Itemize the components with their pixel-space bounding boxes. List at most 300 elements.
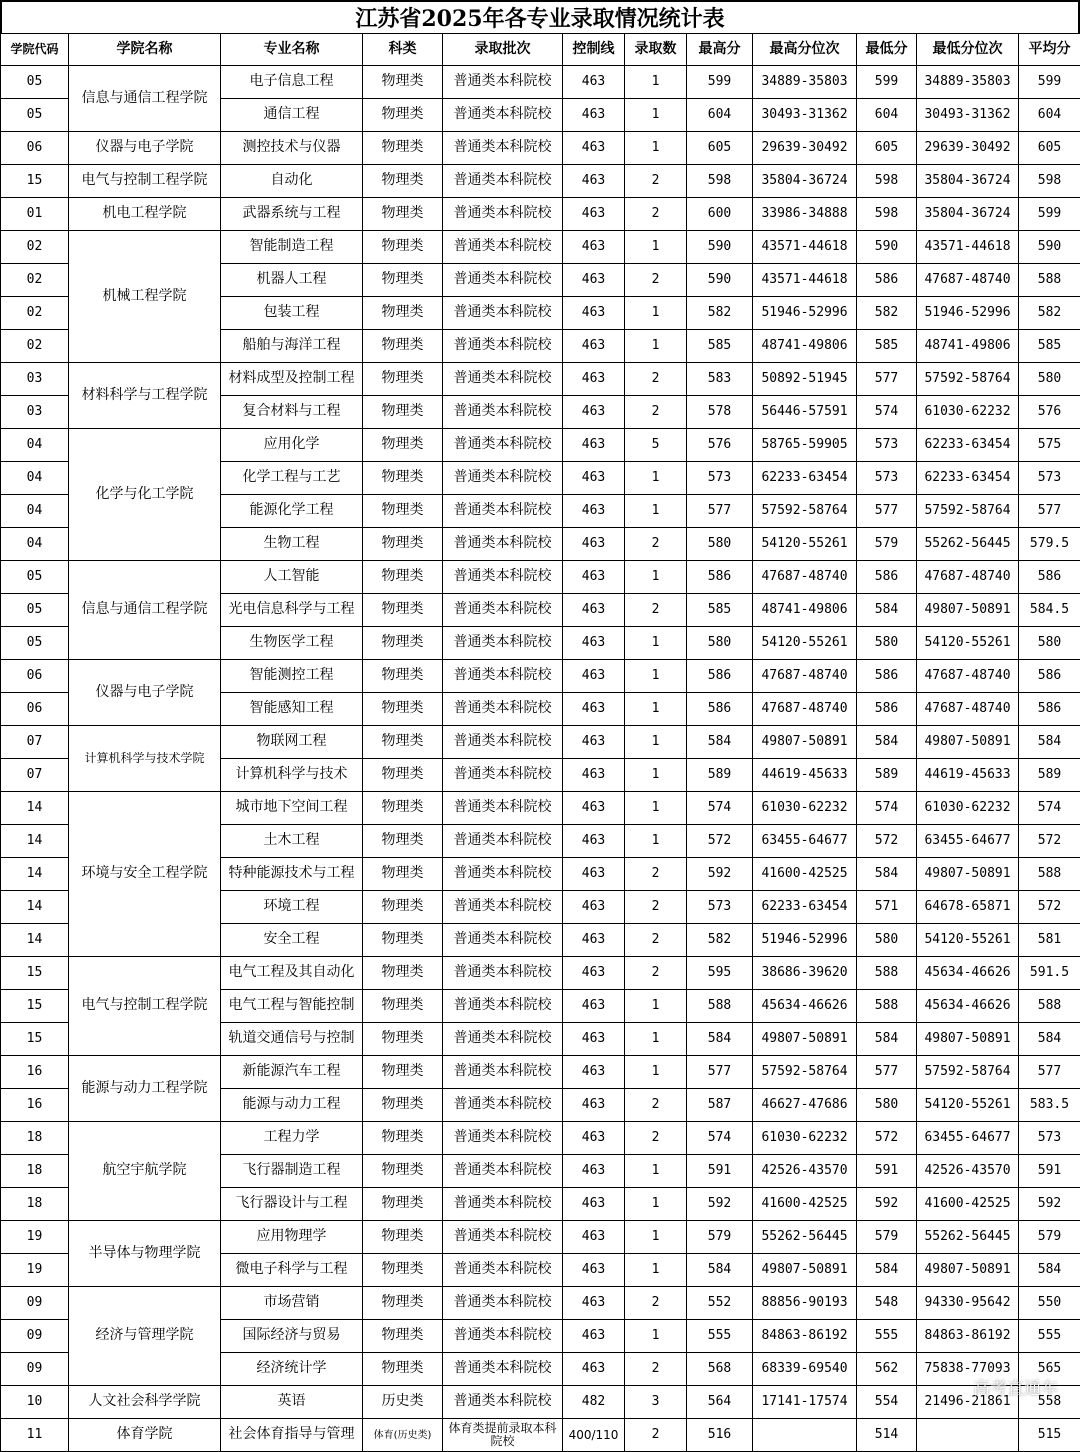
subject-cell: 物理类	[363, 198, 443, 231]
average-score-cell: 580	[1019, 363, 1080, 396]
admission-table	[0, 33, 1080, 1452]
batch-cell: 普通类本科院校	[443, 627, 563, 660]
average-score-cell: 555	[1019, 1320, 1080, 1353]
major-name-cell: 飞行器制造工程	[221, 1155, 363, 1188]
highest-score-cell: 582	[687, 924, 753, 957]
average-score-cell: 588	[1019, 990, 1080, 1023]
control-line-cell: 463	[563, 825, 625, 858]
lowest-score-cell: 571	[857, 891, 917, 924]
batch-cell: 普通类本科院校	[443, 528, 563, 561]
table-row	[1, 726, 1080, 759]
lowest-score-cell: 580	[857, 627, 917, 660]
college-code-cell: 09	[1, 1287, 69, 1320]
college-code-cell: 09	[1, 1320, 69, 1353]
highest-score-cell: 582	[687, 297, 753, 330]
batch-cell: 普通类本科院校	[443, 759, 563, 792]
college-code-cell: 03	[1, 363, 69, 396]
table-row	[1, 363, 1080, 396]
highest-score-cell: 516	[687, 1419, 753, 1452]
lowest-score-cell: 586	[857, 693, 917, 726]
batch-cell: 普通类本科院校	[443, 165, 563, 198]
admitted-count-cell: 2	[625, 264, 687, 297]
control-line-cell: 463	[563, 528, 625, 561]
subject-cell: 物理类	[363, 1089, 443, 1122]
subject-cell: 物理类	[363, 1221, 443, 1254]
highest-rank-cell: 57592-58764	[753, 495, 857, 528]
major-name-cell: 工程力学	[221, 1122, 363, 1155]
column-header: 学院代码	[1, 34, 69, 66]
admitted-count-cell: 1	[625, 462, 687, 495]
table-row	[1, 429, 1080, 462]
admitted-count-cell: 1	[625, 660, 687, 693]
highest-score-cell: 586	[687, 693, 753, 726]
batch-cell: 普通类本科院校	[443, 825, 563, 858]
average-score-cell: 592	[1019, 1188, 1080, 1221]
admitted-count-cell: 1	[625, 627, 687, 660]
highest-score-cell: 599	[687, 66, 753, 99]
subject-cell: 物理类	[363, 957, 443, 990]
college-code-cell: 05	[1, 594, 69, 627]
highest-rank-cell: 44619-45633	[753, 759, 857, 792]
lowest-rank-cell: 75838-77093	[917, 1353, 1019, 1386]
highest-rank-cell: 61030-62232	[753, 792, 857, 825]
admitted-count-cell: 1	[625, 330, 687, 363]
table-row	[1, 1386, 1080, 1419]
major-name-cell: 土木工程	[221, 825, 363, 858]
batch-cell: 普通类本科院校	[443, 495, 563, 528]
highest-rank-cell: 49807-50891	[753, 1023, 857, 1056]
subject-cell: 物理类	[363, 1155, 443, 1188]
average-score-cell: 588	[1019, 858, 1080, 891]
major-name-cell: 智能测控工程	[221, 660, 363, 693]
highest-score-cell: 592	[687, 858, 753, 891]
batch-cell: 普通类本科院校	[443, 792, 563, 825]
column-header: 专业名称	[221, 34, 363, 66]
average-score-cell: 599	[1019, 198, 1080, 231]
lowest-score-cell: 514	[857, 1419, 917, 1452]
table-row	[1, 66, 1080, 99]
highest-score-cell: 572	[687, 825, 753, 858]
lowest-rank-cell: 57592-58764	[917, 1056, 1019, 1089]
batch-cell: 体育类提前录取本科院校	[443, 1419, 563, 1452]
control-line-cell: 463	[563, 594, 625, 627]
control-line-cell: 463	[563, 99, 625, 132]
college-code-cell: 02	[1, 264, 69, 297]
lowest-rank-cell: 47687-48740	[917, 660, 1019, 693]
lowest-rank-cell: 61030-62232	[917, 792, 1019, 825]
lowest-rank-cell: 84863-86192	[917, 1320, 1019, 1353]
control-line-cell: 463	[563, 726, 625, 759]
table-row	[1, 792, 1080, 825]
lowest-score-cell: 586	[857, 561, 917, 594]
lowest-score-cell: 579	[857, 528, 917, 561]
admitted-count-cell: 2	[625, 198, 687, 231]
subject-cell: 物理类	[363, 825, 443, 858]
college-code-cell: 10	[1, 1386, 69, 1419]
admitted-count-cell: 3	[625, 1386, 687, 1419]
lowest-rank-cell: 62233-63454	[917, 429, 1019, 462]
highest-score-cell: 585	[687, 330, 753, 363]
college-name-cell: 半导体与物理学院	[69, 1221, 221, 1287]
highest-rank-cell: 84863-86192	[753, 1320, 857, 1353]
lowest-score-cell: 580	[857, 924, 917, 957]
lowest-rank-cell: 47687-48740	[917, 561, 1019, 594]
highest-score-cell: 584	[687, 1023, 753, 1056]
college-name-cell: 材料科学与工程学院	[69, 363, 221, 429]
subject-cell: 物理类	[363, 561, 443, 594]
table-row	[1, 132, 1080, 165]
batch-cell: 普通类本科院校	[443, 693, 563, 726]
college-code-cell: 03	[1, 396, 69, 429]
lowest-rank-cell: 54120-55261	[917, 627, 1019, 660]
highest-rank-cell: 54120-55261	[753, 627, 857, 660]
highest-score-cell: 583	[687, 363, 753, 396]
batch-cell: 普通类本科院校	[443, 396, 563, 429]
highest-rank-cell: 30493-31362	[753, 99, 857, 132]
lowest-rank-cell: 45634-46626	[917, 957, 1019, 990]
average-score-cell: 575	[1019, 429, 1080, 462]
highest-rank-cell: 34889-35803	[753, 66, 857, 99]
lowest-score-cell: 579	[857, 1221, 917, 1254]
college-code-cell: 04	[1, 462, 69, 495]
major-name-cell: 轨道交通信号与控制	[221, 1023, 363, 1056]
college-name-cell: 航空宇航学院	[69, 1122, 221, 1221]
highest-score-cell: 573	[687, 462, 753, 495]
lowest-score-cell: 548	[857, 1287, 917, 1320]
batch-cell: 普通类本科院校	[443, 1023, 563, 1056]
highest-score-cell: 586	[687, 561, 753, 594]
admitted-count-cell: 2	[625, 528, 687, 561]
lowest-rank-cell: 44619-45633	[917, 759, 1019, 792]
highest-score-cell: 590	[687, 231, 753, 264]
major-name-cell: 电子信息工程	[221, 66, 363, 99]
admitted-count-cell: 2	[625, 1122, 687, 1155]
major-name-cell: 通信工程	[221, 99, 363, 132]
admitted-count-cell: 1	[625, 990, 687, 1023]
highest-score-cell: 598	[687, 165, 753, 198]
major-name-cell: 自动化	[221, 165, 363, 198]
lowest-score-cell: 577	[857, 495, 917, 528]
major-name-cell: 电气工程及其自动化	[221, 957, 363, 990]
admitted-count-cell: 2	[625, 1353, 687, 1386]
college-code-cell: 02	[1, 330, 69, 363]
control-line-cell: 463	[563, 990, 625, 1023]
average-score-cell: 586	[1019, 660, 1080, 693]
lowest-score-cell: 577	[857, 1056, 917, 1089]
lowest-rank-cell: 49807-50891	[917, 726, 1019, 759]
control-line-cell: 463	[563, 1122, 625, 1155]
lowest-score-cell: 591	[857, 1155, 917, 1188]
control-line-cell: 463	[563, 1056, 625, 1089]
column-header: 最高分	[687, 34, 753, 66]
highest-rank-cell: 17141-17574	[753, 1386, 857, 1419]
major-name-cell: 生物医学工程	[221, 627, 363, 660]
admitted-count-cell: 2	[625, 363, 687, 396]
college-name-cell: 信息与通信工程学院	[69, 561, 221, 660]
major-name-cell: 特种能源技术与工程	[221, 858, 363, 891]
lowest-score-cell: 604	[857, 99, 917, 132]
major-name-cell: 英语	[221, 1386, 363, 1419]
major-name-cell: 武器系统与工程	[221, 198, 363, 231]
highest-score-cell: 605	[687, 132, 753, 165]
subject-cell: 物理类	[363, 264, 443, 297]
lowest-score-cell: 574	[857, 792, 917, 825]
lowest-rank-cell	[917, 1419, 1019, 1452]
admitted-count-cell: 2	[625, 165, 687, 198]
subject-cell: 物理类	[363, 759, 443, 792]
table-row	[1, 165, 1080, 198]
average-score-cell: 579.5	[1019, 528, 1080, 561]
subject-cell: 物理类	[363, 990, 443, 1023]
batch-cell: 普通类本科院校	[443, 891, 563, 924]
lowest-score-cell: 590	[857, 231, 917, 264]
average-score-cell: 581	[1019, 924, 1080, 957]
admitted-count-cell: 1	[625, 231, 687, 264]
control-line-cell: 463	[563, 792, 625, 825]
subject-cell: 物理类	[363, 363, 443, 396]
major-name-cell: 计算机科学与技术	[221, 759, 363, 792]
admitted-count-cell: 2	[625, 1419, 687, 1452]
average-score-cell: 598	[1019, 165, 1080, 198]
highest-score-cell: 592	[687, 1188, 753, 1221]
batch-cell: 普通类本科院校	[443, 462, 563, 495]
lowest-score-cell: 589	[857, 759, 917, 792]
highest-score-cell: 576	[687, 429, 753, 462]
college-code-cell: 15	[1, 990, 69, 1023]
control-line-cell: 463	[563, 495, 625, 528]
subject-cell: 物理类	[363, 1353, 443, 1386]
lowest-rank-cell: 49807-50891	[917, 1023, 1019, 1056]
average-score-cell: 576	[1019, 396, 1080, 429]
college-code-cell: 15	[1, 957, 69, 990]
admitted-count-cell: 2	[625, 1089, 687, 1122]
college-name-cell: 机械工程学院	[69, 231, 221, 363]
lowest-rank-cell: 29639-30492	[917, 132, 1019, 165]
batch-cell: 普通类本科院校	[443, 264, 563, 297]
college-name-cell: 电气与控制工程学院	[69, 165, 221, 198]
highest-rank-cell: 63455-64677	[753, 825, 857, 858]
control-line-cell: 463	[563, 198, 625, 231]
major-name-cell: 人工智能	[221, 561, 363, 594]
lowest-rank-cell: 21496-21861	[917, 1386, 1019, 1419]
highest-rank-cell: 62233-63454	[753, 462, 857, 495]
admitted-count-cell: 1	[625, 297, 687, 330]
average-score-cell: 572	[1019, 825, 1080, 858]
subject-cell: 物理类	[363, 495, 443, 528]
highest-rank-cell: 50892-51945	[753, 363, 857, 396]
subject-cell: 物理类	[363, 1056, 443, 1089]
batch-cell: 普通类本科院校	[443, 990, 563, 1023]
college-code-cell: 18	[1, 1188, 69, 1221]
highest-rank-cell: 45634-46626	[753, 990, 857, 1023]
subject-cell: 物理类	[363, 693, 443, 726]
admitted-count-cell: 1	[625, 759, 687, 792]
average-score-cell: 550	[1019, 1287, 1080, 1320]
major-name-cell: 社会体育指导与管理	[221, 1419, 363, 1452]
average-score-cell: 604	[1019, 99, 1080, 132]
batch-cell: 普通类本科院校	[443, 429, 563, 462]
highest-score-cell: 586	[687, 660, 753, 693]
subject-cell: 物理类	[363, 1023, 443, 1056]
lowest-score-cell: 573	[857, 429, 917, 462]
admitted-count-cell: 1	[625, 99, 687, 132]
major-name-cell: 安全工程	[221, 924, 363, 957]
highest-rank-cell: 88856-90193	[753, 1287, 857, 1320]
admitted-count-cell: 1	[625, 726, 687, 759]
major-name-cell: 市场营销	[221, 1287, 363, 1320]
highest-rank-cell: 46627-47686	[753, 1089, 857, 1122]
table-row	[1, 1287, 1080, 1320]
batch-cell: 普通类本科院校	[443, 858, 563, 891]
admitted-count-cell: 2	[625, 957, 687, 990]
lowest-score-cell: 573	[857, 462, 917, 495]
average-score-cell: 515	[1019, 1419, 1080, 1452]
highest-score-cell: 577	[687, 495, 753, 528]
lowest-rank-cell: 47687-48740	[917, 693, 1019, 726]
table-row	[1, 231, 1080, 264]
batch-cell: 普通类本科院校	[443, 660, 563, 693]
batch-cell: 普通类本科院校	[443, 132, 563, 165]
batch-cell: 普通类本科院校	[443, 561, 563, 594]
highest-rank-cell: 43571-44618	[753, 264, 857, 297]
batch-cell: 普通类本科院校	[443, 66, 563, 99]
control-line-cell: 463	[563, 759, 625, 792]
subject-cell: 物理类	[363, 330, 443, 363]
batch-cell: 普通类本科院校	[443, 330, 563, 363]
lowest-rank-cell: 34889-35803	[917, 66, 1019, 99]
highest-score-cell: 579	[687, 1221, 753, 1254]
lowest-rank-cell: 94330-95642	[917, 1287, 1019, 1320]
highest-score-cell: 573	[687, 891, 753, 924]
highest-rank-cell: 57592-58764	[753, 1056, 857, 1089]
batch-cell: 普通类本科院校	[443, 1353, 563, 1386]
highest-rank-cell: 41600-42525	[753, 1188, 857, 1221]
column-header: 最低分位次	[917, 34, 1019, 66]
average-score-cell: 584	[1019, 1254, 1080, 1287]
college-name-cell: 仪器与电子学院	[69, 132, 221, 165]
highest-score-cell: 591	[687, 1155, 753, 1188]
control-line-cell: 463	[563, 363, 625, 396]
column-header: 科类	[363, 34, 443, 66]
lowest-score-cell: 554	[857, 1386, 917, 1419]
subject-cell: 物理类	[363, 429, 443, 462]
subject-cell: 物理类	[363, 231, 443, 264]
table-body	[1, 66, 1080, 1452]
lowest-rank-cell: 49807-50891	[917, 594, 1019, 627]
admitted-count-cell: 2	[625, 924, 687, 957]
college-code-cell: 02	[1, 231, 69, 264]
major-name-cell: 微电子科学与工程	[221, 1254, 363, 1287]
batch-cell: 普通类本科院校	[443, 231, 563, 264]
average-score-cell: 585	[1019, 330, 1080, 363]
lowest-rank-cell: 64678-65871	[917, 891, 1019, 924]
average-score-cell: 583.5	[1019, 1089, 1080, 1122]
major-name-cell: 智能制造工程	[221, 231, 363, 264]
major-name-cell: 船舶与海洋工程	[221, 330, 363, 363]
lowest-rank-cell: 47687-48740	[917, 264, 1019, 297]
major-name-cell: 生物工程	[221, 528, 363, 561]
highest-rank-cell: 38686-39620	[753, 957, 857, 990]
highest-score-cell: 574	[687, 792, 753, 825]
subject-cell: 物理类	[363, 297, 443, 330]
highest-score-cell: 588	[687, 990, 753, 1023]
highest-rank-cell: 47687-48740	[753, 693, 857, 726]
college-code-cell: 16	[1, 1089, 69, 1122]
college-name-cell: 经济与管理学院	[69, 1287, 221, 1386]
subject-cell: 物理类	[363, 1287, 443, 1320]
lowest-score-cell: 584	[857, 1254, 917, 1287]
college-code-cell: 15	[1, 1023, 69, 1056]
lowest-rank-cell: 42526-43570	[917, 1155, 1019, 1188]
admitted-count-cell: 1	[625, 1023, 687, 1056]
average-score-cell: 573	[1019, 462, 1080, 495]
college-code-cell: 14	[1, 792, 69, 825]
highest-score-cell: 585	[687, 594, 753, 627]
lowest-rank-cell: 61030-62232	[917, 396, 1019, 429]
highest-score-cell: 574	[687, 1122, 753, 1155]
college-code-cell: 11	[1, 1419, 69, 1452]
major-name-cell: 能源与动力工程	[221, 1089, 363, 1122]
subject-cell: 物理类	[363, 627, 443, 660]
average-score-cell: 586	[1019, 561, 1080, 594]
college-code-cell: 05	[1, 561, 69, 594]
subject-cell: 物理类	[363, 726, 443, 759]
subject-cell: 物理类	[363, 1188, 443, 1221]
header-row	[1, 34, 1080, 66]
major-name-cell: 物联网工程	[221, 726, 363, 759]
college-code-cell: 06	[1, 132, 69, 165]
batch-cell: 普通类本科院校	[443, 1386, 563, 1419]
control-line-cell: 463	[563, 1254, 625, 1287]
table-row	[1, 561, 1080, 594]
admitted-count-cell: 2	[625, 396, 687, 429]
college-code-cell: 05	[1, 66, 69, 99]
lowest-score-cell: 605	[857, 132, 917, 165]
average-score-cell: 579	[1019, 1221, 1080, 1254]
lowest-rank-cell: 30493-31362	[917, 99, 1019, 132]
average-score-cell: 591	[1019, 1155, 1080, 1188]
lowest-rank-cell: 35804-36724	[917, 198, 1019, 231]
subject-cell: 物理类	[363, 396, 443, 429]
highest-rank-cell: 42526-43570	[753, 1155, 857, 1188]
admitted-count-cell: 1	[625, 66, 687, 99]
column-header: 最低分	[857, 34, 917, 66]
batch-cell: 普通类本科院校	[443, 1122, 563, 1155]
lowest-rank-cell: 45634-46626	[917, 990, 1019, 1023]
major-name-cell: 应用物理学	[221, 1221, 363, 1254]
highest-rank-cell: 49807-50891	[753, 726, 857, 759]
control-line-cell: 463	[563, 231, 625, 264]
admitted-count-cell: 1	[625, 1221, 687, 1254]
admitted-count-cell: 1	[625, 1254, 687, 1287]
subject-cell: 物理类	[363, 891, 443, 924]
admitted-count-cell: 1	[625, 1056, 687, 1089]
control-line-cell: 400/110	[563, 1419, 625, 1452]
control-line-cell: 463	[563, 1287, 625, 1320]
highest-rank-cell: 47687-48740	[753, 561, 857, 594]
control-line-cell: 463	[563, 429, 625, 462]
subject-cell: 物理类	[363, 66, 443, 99]
highest-rank-cell: 51946-52996	[753, 297, 857, 330]
major-name-cell: 光电信息科学与工程	[221, 594, 363, 627]
highest-score-cell: 584	[687, 726, 753, 759]
subject-cell: 物理类	[363, 1122, 443, 1155]
highest-score-cell: 552	[687, 1287, 753, 1320]
highest-rank-cell: 58765-59905	[753, 429, 857, 462]
lowest-score-cell: 588	[857, 990, 917, 1023]
college-code-cell: 14	[1, 858, 69, 891]
major-name-cell: 国际经济与贸易	[221, 1320, 363, 1353]
